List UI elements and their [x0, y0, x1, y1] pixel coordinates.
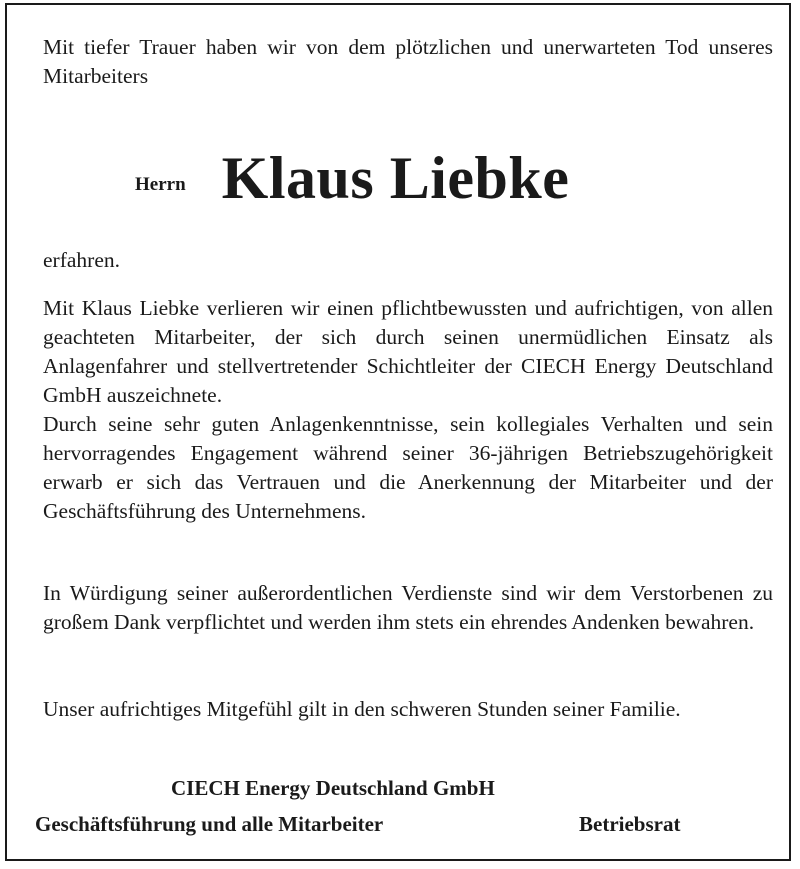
signature-works-council: Betriebsrat: [579, 812, 681, 836]
name-row: [135, 143, 569, 213]
salutation: Herrn: [135, 174, 186, 195]
tribute-paragraph-1b: Durch seine sehr guten Anlagenkenntnisse, sein kollegiales Verhalten und sein hervorragendes Engagement während seiner 36-jährigen Betriebszugehörigkeit erwarb er sich das Vertrauen und die Anerkennung der Mitarbeiter und der Geschäftsführung des Unternehmens.: [43, 412, 773, 523]
signature-company: CIECH Energy Deutschland GmbH: [171, 776, 495, 800]
condolence-paragraph: Unser aufrichtiges Mitgefühl gilt in den schweren Stunden seiner Familie.: [43, 697, 681, 721]
tribute-paragraph-1: Mit Klaus Liebke verlieren wir einen pflichtbewussten und aufrichtigen, von allen geachteten Mitarbeiter, der sich durch seinen unermüdlichen Einsatz als Anlagenfahrer und stellvertretender Schichtleiter der CIECH Energy Deutschland GmbH auszeichnete.: [43, 296, 773, 407]
tribute-block: [43, 294, 773, 526]
intro-text: Mit tiefer Trauer haben wir von dem plötzlichen und unerwarteten Tod unseres Mitarbeiters: [43, 35, 773, 88]
tribute-paragraph-2: In Würdigung seiner außerordentlichen Verdienste sind wir dem Verstorbenen zu großem Dank verpflichtet und werden ihm stets ein ehrendes Andenken bewahren.: [43, 581, 773, 634]
deceased-name: Klaus Liebke: [221, 145, 570, 211]
signature-management: Geschäftsführung und alle Mitarbeiter: [35, 812, 384, 836]
obituary-frame: [5, 3, 791, 861]
after-name-text: erfahren.: [43, 248, 120, 272]
